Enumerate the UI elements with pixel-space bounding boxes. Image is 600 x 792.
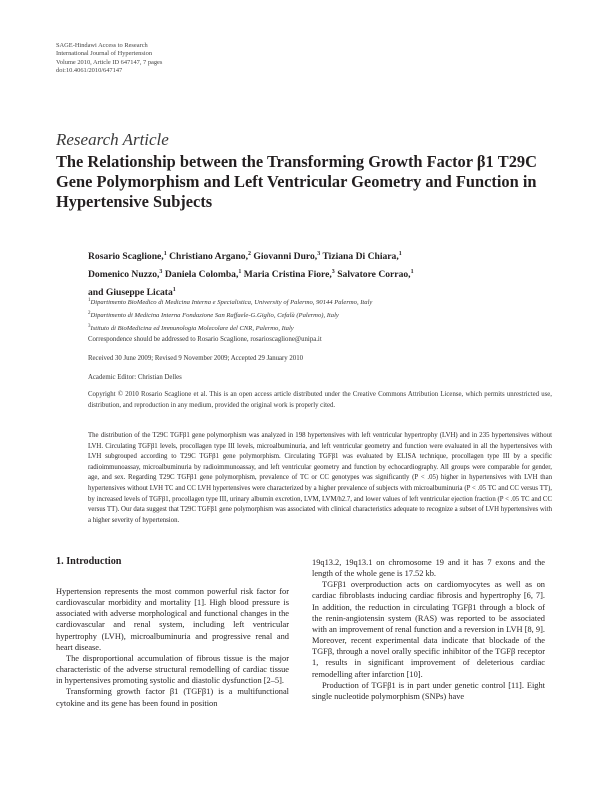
author: and Giuseppe Licata$^1$ [88, 286, 176, 298]
body-column-right [312, 557, 545, 702]
paragraph: The disproportional accumulation of fibrous tissue is the major characteristic of the adverse structural remodelling of cardiac tissue in hypertensives promoting systolic and diastolic dysfunction [2–5]. [56, 653, 289, 686]
article-type: Research Article [56, 130, 169, 149]
paragraph: Transforming growth factor β1 (TGFβ1) is a multifunctional cytokine and its gene has been found in position [56, 687, 289, 708]
abstract: The distribution of the T29C TGFβ1 gene polymorphism was analyzed in 198 hypertensives with left ventricular hypertrophy (LVH) and in 235 hypertensives without LVH. Circulating TGFβ1 levels, procollagen type III levels, microalbuminuria, and left ventricular geometry and function were evaluated in all the hypertensives with LVH subgrouped according to T29C TGFβ1 gene polymorphism. Circulating TGFβ1 was evaluated by ELISA technique, procollagen type III by a specific radioimmunoassay, microalbuminuria by radioimmunoassay, and left ventricular geometry and function by echocardiography. All groups were comparable for gender, age, and sex. Regarding T29C TGFβ1 gene polymorphism, prevalence of TC or CC genotypes was significantly (P < .05) higher in hypertensives with LVH than hypertensives without LVH TC and CC LVH hypertensives were characterized by a higher prevalence of subjects with microalbuminuria (P < .05 TC and CC versus TT), by increased levels of TGFβ1, procollagen type III, urinary albumin excretion, LVM, LVM/h2.7, and lower values of left ventricular ejection fraction (P < .05 TC and CC versus TT). Our data suggest that T29C TGFβ1 gene polymorphism was associated with clinical characteristics adequate to recognize a subset of LVH hypertensives with a higher severity of hypertension. [88, 432, 552, 524]
author: Daniela Colomba,$^1$ [164, 268, 242, 280]
author: Domenico Nuzzo,$^3$ [88, 268, 163, 280]
author: Salvatore Corrao,$^1$ [337, 268, 414, 280]
body-column-left [56, 556, 289, 709]
journal-publisher: SAGE-Hindawi Access to Research [56, 42, 148, 49]
dates: Received 30 June 2009; Revised 9 November 2009; Accepted 29 January 2010 [88, 355, 303, 362]
paragraph: Production of TGFβ1 is in part under genetic control [11]. Eight single nucleotide polymorphism (SNPs) have [312, 680, 545, 701]
journal-doi: doi:10.4061/2010/647147 [56, 67, 123, 75]
correspondence: Correspondence should be addressed to Rosario Scaglione, rosarioscaglione@unipa.it [88, 336, 322, 343]
author: Maria Cristina Fiore,$^3$ [243, 268, 335, 280]
author: Tiziana Di Chiara,$^1$ [322, 251, 402, 263]
author: Giovanni Duro,$^3$ [253, 251, 321, 263]
affiliation: $^3$Istituto di BioMedicina ed Immunologia Molecolare del CNR, Palermo, Italy [88, 324, 294, 333]
academic-editor: Academic Editor: Christian Delles [88, 374, 182, 381]
affiliations [88, 295, 558, 335]
author: Christiano Argano,$^2$ [169, 251, 251, 263]
author: Rosario Scaglione,$^1$ [88, 251, 167, 263]
paragraph: 19q13.2, 19q13.1 on chromosome 19 and it has 7 exons and the length of the whole gene is 17.52 kb. [312, 558, 545, 579]
paragraph: Hypertension represents the most common powerful risk factor for cardiovascular morbidity and mortality [1]. High blood pressure is associated with adverse morphological and functional changes in the cardiovascular and renal system, including left ventricular hypertrophy (LVH), microalbuminuria and progressive renal and heart disease. [56, 587, 289, 652]
section-heading: 1. Introduction [56, 556, 122, 567]
journal-meta [56, 42, 162, 76]
author-list [88, 247, 558, 300]
paper-title: The Relationship between the Transforming Growth Factor β1 T29C Gene Polymorphism and Left Ventricular Geometry and Function in Hypertensive Subjects [56, 152, 537, 211]
copyright-notice: Copyright © 2010 Rosario Scaglione et al. This is an open access article distributed under the Creative Commons Attribution License, which permits unrestricted use, distribution, and reproduction in any medium, provided the original work is properly cited. [88, 391, 552, 409]
affiliation: $^2$Dipartimento di Medicina Interna Fondazione San Raffaele-G.Giglio, Cefalù (Palermo), Italy [88, 311, 339, 320]
paragraph: TGFβ1 overproduction acts on cardiomyocytes as well as on cardiac fibroblasts inducing cardiac fibrosis and hypertrophy [6, 7]. In addition, the reduction in circulating TGFβ1 through a block of the renin-angiotensin system (RAS) was reported to be associated with an improvement of renal function and a reversion in LVH [8, 9]. Moreover, recent experimental data indicate that blockade of the TGFβ, through a novel orally specific inhibitor of the TGFβ receptor 1, results in significant improvement of deleterious cardiac remodelling after infarction [10]. [312, 580, 545, 679]
journal-name: International Journal of Hypertension [56, 50, 153, 58]
affiliation: $^1$Dipartimento BioMedico di Medicina Interna e Specialistica, University of Palermo, 90144 Palermo, Italy [88, 298, 373, 307]
journal-volume: Volume 2010, Article ID 647147, 7 pages [56, 58, 163, 66]
